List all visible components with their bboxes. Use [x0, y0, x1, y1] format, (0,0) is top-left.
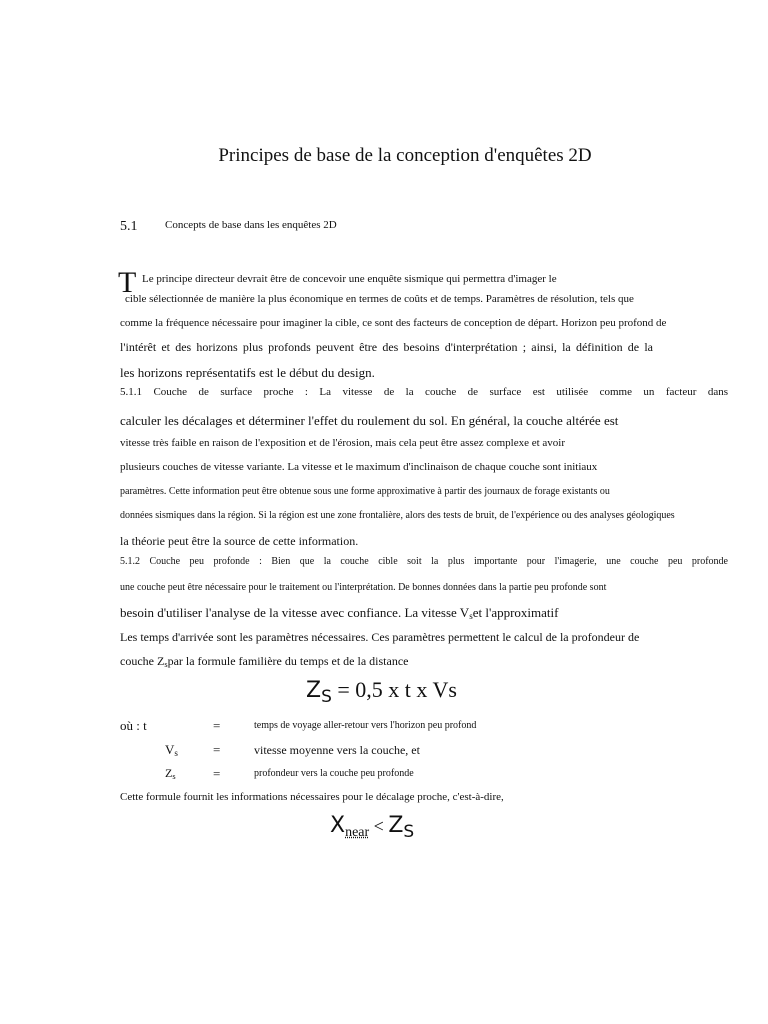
p511-line-4: plusieurs couches de vitesse variante. La vitesse et le maximum d'inclinaison de chaque couche sont initiaux — [120, 461, 598, 473]
p511-line-1: 5.1.1 Couche de surface proche : La vitesse de la couche de surface est utilisée comme un facteur dans — [120, 386, 728, 398]
p512-line-5 — [120, 654, 408, 669]
section-number: 5.1 — [120, 219, 138, 234]
equation-offset-op: < — [369, 816, 389, 836]
def-equals: = — [213, 718, 221, 733]
def-equals: = — [213, 742, 221, 757]
intro-line-2: cible sélectionnée de manière la plus économique en termes de coûts et de temps. Paramètres de résolution, tels que — [125, 293, 634, 305]
p512-line-5-text-a: couche Z — [120, 654, 165, 668]
p511-line-6: données sismiques dans la région. Si la région est une zone frontalière, alors des tests de bruit, de l'expérience ou des analyses géologiques — [120, 510, 675, 521]
def-symbol-sub: s — [172, 772, 176, 781]
page-title: Principes de base de la conception d'enquêtes 2D — [218, 145, 592, 166]
intro-line-1: Le principe directeur devrait être de concevoir une enquête sismique qui permettra d'imager le — [142, 273, 557, 285]
equation-offset — [330, 813, 415, 842]
def-symbol-text: où : t — [120, 718, 147, 733]
def-symbol-t — [120, 718, 147, 734]
equation-depth-rest: = 0,5 x t x Vs — [331, 677, 457, 702]
p512-line-4: Les temps d'arrivée sont les paramètres nécessaires. Ces paramètres permettent le calcul de la profondeur de — [120, 630, 640, 644]
intro-line-5: les horizons représentatifs est le début du design. — [120, 365, 375, 380]
p512-line-5-text-b: par la formule familière du temps et de la distance — [167, 654, 409, 668]
def-desc: vitesse moyenne vers la couche, et — [254, 743, 420, 757]
equation-offset-sub: near — [345, 825, 370, 840]
p512-line-1: 5.1.2 Couche peu profonde : Bien que la couche cible soit la plus importante pour l'imagerie, une couche peu profonde — [120, 556, 728, 567]
intro-line-4: l'intérêt et des horizons plus profonds peuvent être des besoins d'interprétation ; ainsi, la définition de la — [120, 340, 653, 354]
p512-line-3-text-a: besoin d'utiliser l'analyse de la vitesse avec confiance. La vitesse V — [120, 605, 470, 620]
p512-line-3 — [120, 605, 558, 621]
equation-offset-var: X — [330, 813, 346, 838]
formula-note: Cette formule fournit les informations nécessaires pour le décalage proche, c'est-à-dire, — [120, 791, 504, 803]
p511-line-3: vitesse très faible en raison de l'exposition et de l'érosion, mais cela peut être assez complexe et avoir — [120, 437, 566, 449]
velocity-subscript: s — [469, 611, 473, 621]
section-title: Concepts de base dans les enquêtes 2D — [165, 219, 337, 231]
equation-offset-sub2: S — [403, 822, 415, 842]
depth-subscript: s — [164, 660, 168, 669]
equation-depth-var: Z — [306, 678, 322, 703]
drop-cap: T — [118, 266, 137, 299]
p511-line-7: la théorie peut être la source de cette information. — [120, 534, 359, 548]
def-symbol-vs — [165, 742, 178, 758]
p512-line-3-text-b: et l'approximatif — [472, 605, 559, 620]
equation-offset-var2: Z — [388, 813, 404, 838]
def-symbol-sub: s — [174, 748, 178, 758]
def-desc: profondeur vers la couche peu profonde — [254, 768, 414, 779]
def-symbol-text: V — [165, 742, 175, 757]
equation-depth — [306, 677, 457, 707]
def-desc: temps de voyage aller-retour vers l'horizon peu profond — [254, 720, 477, 731]
def-symbol-text: Z — [165, 766, 173, 780]
intro-line-3: comme la fréquence nécessaire pour imaginer la cible, ce sont des facteurs de conception de départ. Horizon peu profond de — [120, 317, 667, 329]
equation-depth-sub: S — [321, 687, 332, 707]
def-equals: = — [213, 766, 221, 781]
p511-line-5: paramètres. Cette information peut être obtenue sous une forme approximative à partir des journaux de forage existants ou — [120, 486, 610, 497]
def-symbol-zs — [165, 766, 176, 781]
p511-line-2: calculer les décalages et déterminer l'effet du roulement du sol. En général, la couche altérée est — [120, 413, 619, 428]
p512-line-2: une couche peut être nécessaire pour le traitement ou l'interprétation. De bonnes données dans la partie peu profonde sont — [120, 582, 607, 593]
